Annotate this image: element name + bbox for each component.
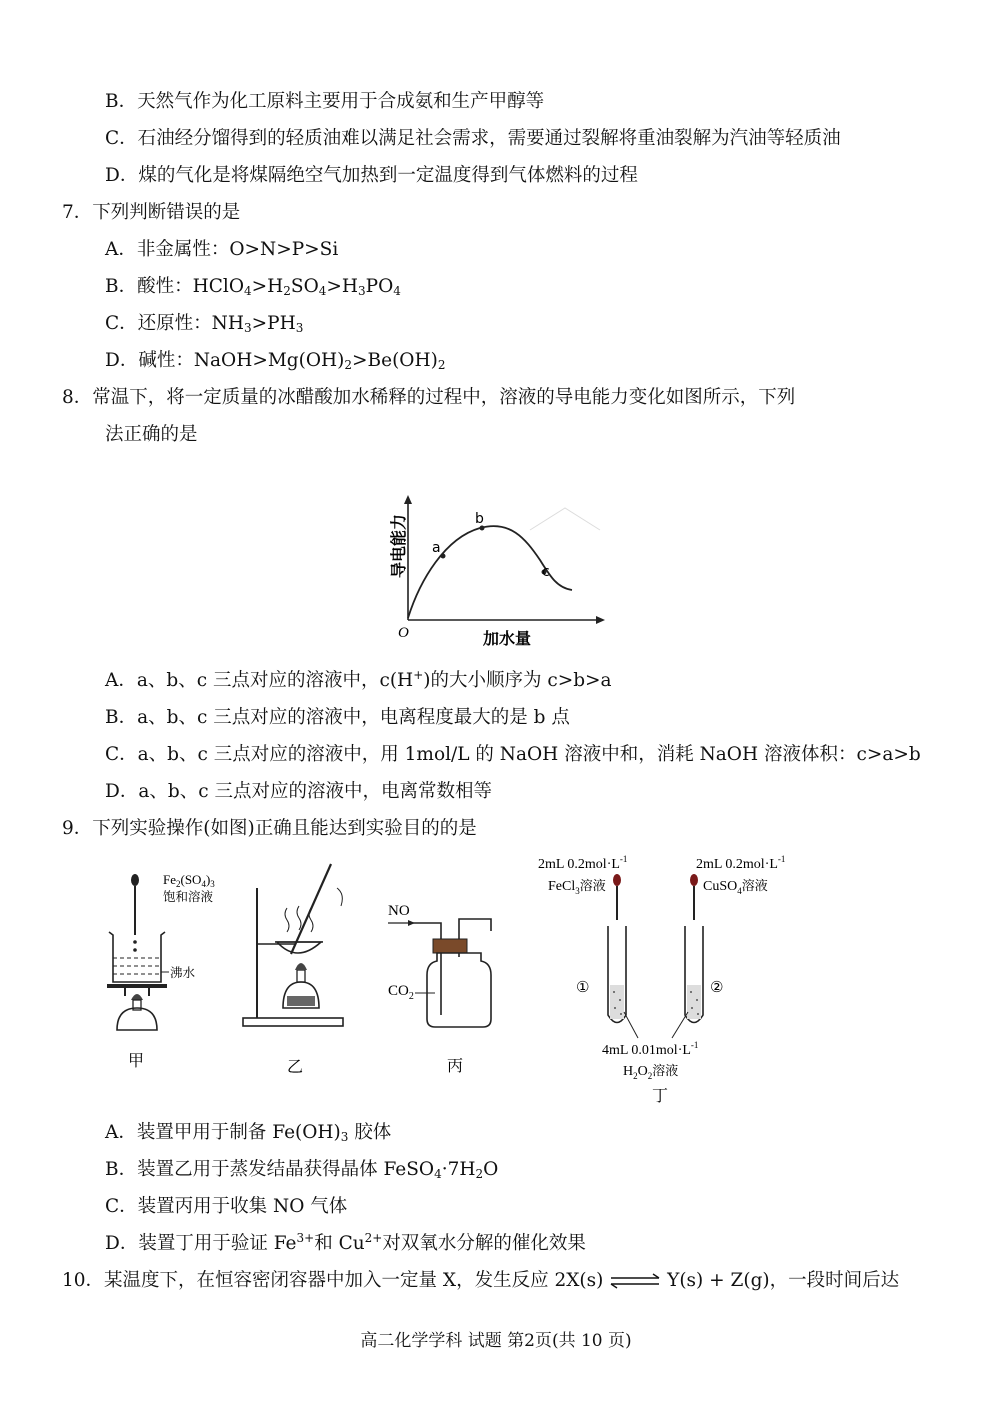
y-axis-arrow [404,495,412,504]
apparatus-ding [520,850,820,1110]
q8-option-a: A．a、b、c 三点对应的溶液中，c(H+)的大小顺序为 c>b>a [105,668,612,691]
svg-text:沸水: 沸水 [170,965,196,980]
q6-option-d: D．煤的气化是将煤隔绝空气加热到一定温度得到气体燃料的过程 [105,165,638,186]
svg-text:②: ② [710,978,724,996]
svg-text:2mL 0.2mol·L-1: 2mL $0.2mol\cdot L^{-1}$ [696,854,786,872]
x-axis-label: 加水量 [483,629,532,648]
q8-stem-line2: 法正确的是 [105,424,198,445]
apparatus-jia [95,860,245,1075]
q9-option-c: C．装置丙用于收集 NO 气体 [105,1196,348,1217]
svg-text:饱和溶液: 饱和溶液 [163,889,214,904]
q7-option-b: B．酸性：$HClO_4>H_2SO_4>H_3PO_4$ [105,276,401,298]
svg-text:Fe2(SO4)3: $Fe_2(SO_4)_3$ [163,872,215,889]
conductivity-graph [360,490,620,655]
q8-option-b: B．a、b、c 三点对应的溶液中，电离程度最大的是 b 点 [105,707,570,728]
svg-text:NO: NO [388,903,410,919]
caption-yi: 乙 [287,1057,304,1073]
q7-option-a: A．非金属性：O>N>P>Si [105,239,339,260]
q7-option-c: C．还原性：$NH_3>PH_3$ [105,313,304,335]
q6-option-b: B．天然气作为化工原料主要用于合成氨和生产甲醇等 [105,91,545,112]
apparatus-bing [383,895,513,1080]
q9-stem: 9．下列实验操作(如图)正确且能达到实验目的的是 [62,818,477,839]
q9-option-d: D．装置丁用于验证 $Fe^{3+}$和 $Cu^{2+}$对双氧水分解的催化效果 [105,1231,586,1254]
q7-option-d: D．碱性：$NaOH>Mg(OH)_2>Be(OH)_2$ [105,350,446,372]
caption-jia: 甲 [128,1051,145,1070]
svg-text:CO2: $CO_2$ [388,983,414,1002]
q7-stem: 7．下列判断错误的是 [62,202,241,223]
origin-label: O [398,625,409,641]
caption-ding: 丁 [652,1086,669,1105]
point-c-label: c [542,564,550,580]
x-axis-arrow [596,616,605,624]
q8-option-c: C．a、b、c 三点对应的溶液中，用 1mol/L 的 NaOH 溶液中和，消耗 NaOH 溶液体积：c>a>b [105,744,921,765]
point-b-label: b [475,511,484,527]
q9-option-a: A．装置甲用于制备 $Fe(OH)_3$ 胶体 [105,1122,392,1144]
q6-option-c: C．石油经分馏得到的轻质油难以满足社会需求，需要通过裂解将重油裂解为汽油等轻质油 [105,128,841,149]
svg-text:CuSO4溶液: CuSO$_4$溶液 [703,879,768,896]
svg-text:4mL 0.01mol·L-1: 4mL $0.01mol\cdot L^{-1}$ [602,1040,699,1058]
q8-stem-line1: 8．常温下，将一定质量的冰醋酸加水稀释的过程中，溶液的导电能力变化如图所示，下列 [62,387,796,408]
point-a-label: a [432,540,441,556]
q8-option-d: D．a、b、c 三点对应的溶液中，电离常数相等 [105,781,492,802]
q9-option-b: B．装置乙用于蒸发结晶获得晶体 $FeSO_4\cdot 7H_2O$ [105,1159,499,1181]
point-a-marker [441,554,446,559]
svg-text:FeCl3溶液: FeCl$_3$溶液 [548,879,606,896]
equilibrium-arrow [609,1273,661,1289]
svg-text:①: ① [576,978,590,996]
svg-text:H2O2溶液: $H_2O_2$溶液 [623,1064,679,1081]
page-footer: 高二化学学科 试题 第2页(共 10 页) [360,1331,632,1351]
caption-bing: 丙 [447,1056,464,1075]
q10-stem: 10．某温度下，在恒容密闭容器中加入一定量 X，发生反应 2X(s) Y(s) + Z(g)，一段时间后达 [62,1270,900,1291]
svg-text:2mL 0.2mol·L-1: 2mL $0.2mol\cdot L^{-1}$ [538,854,628,872]
apparatus-yi [235,858,365,1073]
y-axis-label: 导电能力 [389,513,408,578]
